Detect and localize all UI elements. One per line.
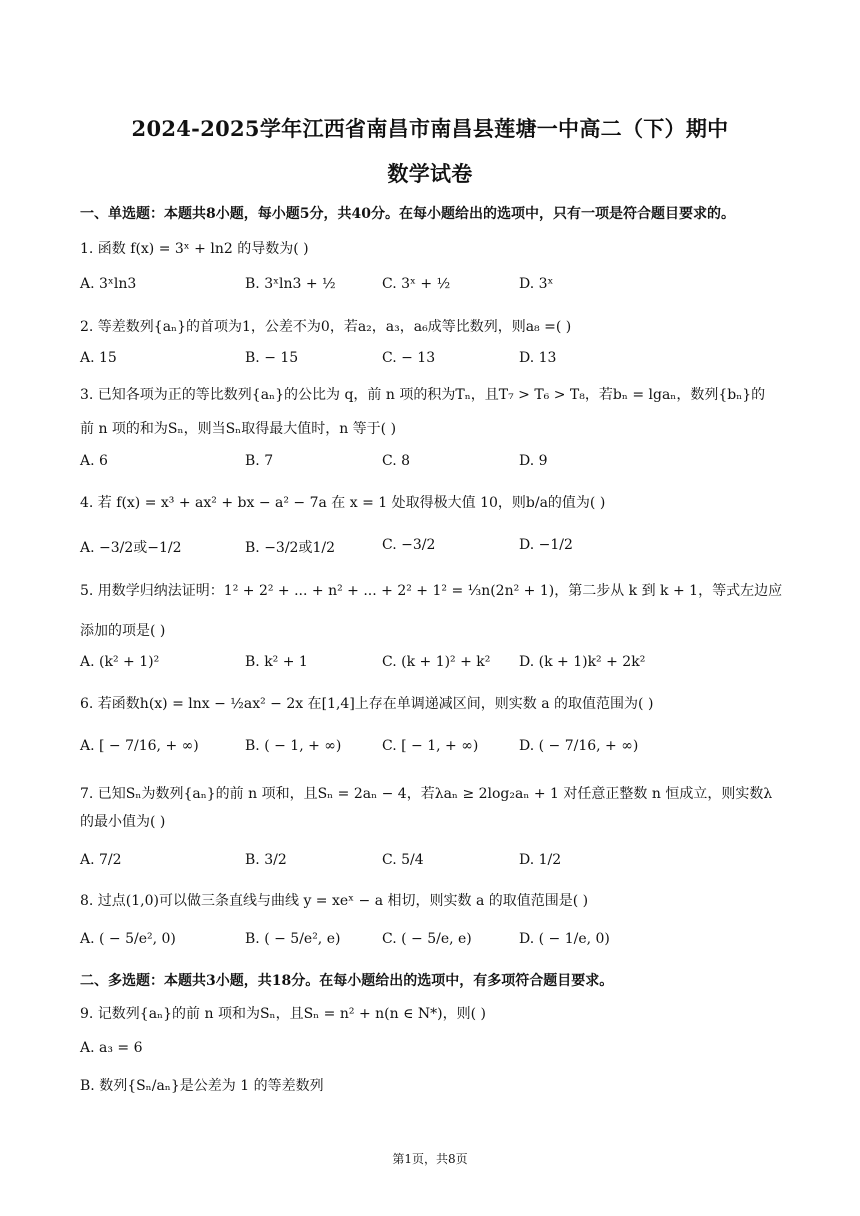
question-1-option-b: B. 3ˣln3 + ½	[245, 276, 336, 292]
question-2-option-c: C. − 13	[382, 350, 436, 366]
question-4-option-a: A. −3/2或−1/2	[80, 540, 182, 556]
question-2-option-a: A. 15	[80, 350, 117, 366]
question-6-option-b: B. ( − 1, + ∞)	[245, 738, 342, 754]
question-5-option-d: D. (k + 1)k² + 2k²	[519, 654, 646, 670]
question-1-stem: 1. 函数 f(x) = 3ˣ + ln2 的导数为( )	[80, 241, 309, 257]
question-5-stem-line-2: 添加的项是( )	[80, 623, 166, 639]
section-multiple-choice: 二、多选题：本题共3小题，共18分。在每小题给出的选项中，有多项符合题目要求。	[80, 973, 614, 989]
question-9-stem: 9. 记数列{aₙ}的前 n 项和为Sₙ，且Sₙ = n² + n(n ∈ N*)，则( )	[80, 1006, 486, 1022]
question-7-stem-line-2: 的最小值为( )	[80, 814, 166, 830]
question-3-option-c: C. 8	[382, 453, 411, 469]
question-2-stem: 2. 等差数列{aₙ}的首项为1，公差不为0，若a₂，a₃，a₆成等比数列，则a₈ =( )	[80, 319, 572, 335]
question-3-option-b: B. 7	[245, 453, 274, 469]
question-5-option-b: B. k² + 1	[245, 654, 308, 670]
question-9-option-b: B. 数列{Sₙ/aₙ}是公差为 1 的等差数列	[80, 1078, 324, 1094]
question-6-option-d: D. ( − 7/16, + ∞)	[519, 738, 639, 754]
question-3-stem-line-2: 前 n 项的和为Sₙ，则当Sₙ取得最大值时，n 等于( )	[80, 421, 397, 437]
question-3-option-a: A. 6	[80, 453, 108, 469]
question-5-option-a: A. (k² + 1)²	[80, 654, 160, 670]
question-5-option-c: C. (k + 1)² + k²	[382, 654, 491, 670]
question-4-stem: 4. 若 f(x) = x³ + ax² + bx − a² − 7a 在 x = 1 处取得极大值 10，则b/a的值为( )	[80, 495, 606, 511]
question-7-option-a: A. 7/2	[80, 852, 122, 868]
exam-title: 2024-2025学年江西省南昌市南昌县莲塘一中高二（下）期中	[131, 116, 729, 141]
question-7-option-c: C. 5/4	[382, 852, 424, 868]
question-6-option-a: A. [ − 7/16, + ∞)	[80, 738, 199, 754]
section-single-choice: 一、单选题：本题共8小题，每小题5分，共40分。在每小题给出的选项中，只有一项是符合题目要求的。	[80, 206, 735, 222]
page-footer: 第1页，共8页	[392, 1152, 468, 1166]
question-1-option-d: D. 3ˣ	[519, 276, 554, 292]
exam-subtitle: 数学试卷	[387, 161, 473, 186]
question-7-option-b: B. 3/2	[245, 852, 287, 868]
question-4-option-b: B. −3/2或1/2	[245, 540, 335, 556]
question-8-option-d: D. ( − 1/e, 0)	[519, 931, 610, 947]
question-4-option-c: C. −3/2	[382, 537, 436, 553]
question-9-option-a: A. a₃ = 6	[80, 1040, 143, 1056]
question-7-option-d: D. 1/2	[519, 852, 562, 868]
question-8-stem: 8. 过点(1,0)可以做三条直线与曲线 y = xeˣ − a 相切，则实数 a 的取值范围是( )	[80, 893, 589, 909]
question-3-stem-line-1: 3. 已知各项为正的等比数列{aₙ}的公比为 q，前 n 项的积为Tₙ，且T₇ > T₆ > T₈，若bₙ = lgaₙ，数列{bₙ}的	[80, 387, 766, 403]
question-8-option-a: A. ( − 5/e², 0)	[80, 931, 176, 947]
question-7-stem-line-1: 7. 已知Sₙ为数列{aₙ}的前 n 项和，且Sₙ = 2aₙ − 4，若λaₙ ≥ 2log₂aₙ + 1 对任意正整数 n 恒成立，则实数λ	[80, 786, 773, 802]
question-8-option-c: C. ( − 5/e, e)	[382, 931, 472, 947]
question-2-option-d: D. 13	[519, 350, 557, 366]
question-8-option-b: B. ( − 5/e², e)	[245, 931, 341, 947]
question-1-option-a: A. 3ˣln3	[80, 276, 137, 292]
question-2-option-b: B. − 15	[245, 350, 299, 366]
question-1-option-c: C. 3ˣ + ½	[382, 276, 451, 292]
question-6-option-c: C. [ − 1, + ∞)	[382, 738, 479, 754]
question-3-option-d: D. 9	[519, 453, 548, 469]
question-6-stem: 6. 若函数h(x) = lnx − ½ax² − 2x 在[1,4]上存在单调递减区间，则实数 a 的取值范围为( )	[80, 696, 654, 712]
question-4-option-d: D. −1/2	[519, 537, 573, 553]
question-5-stem-line-1: 5. 用数学归纳法证明：1² + 2² + ... + n² + ... + 2² + 1² = ⅓n(2n² + 1)，第二步从 k 到 k + 1，等式左边应	[80, 583, 783, 599]
